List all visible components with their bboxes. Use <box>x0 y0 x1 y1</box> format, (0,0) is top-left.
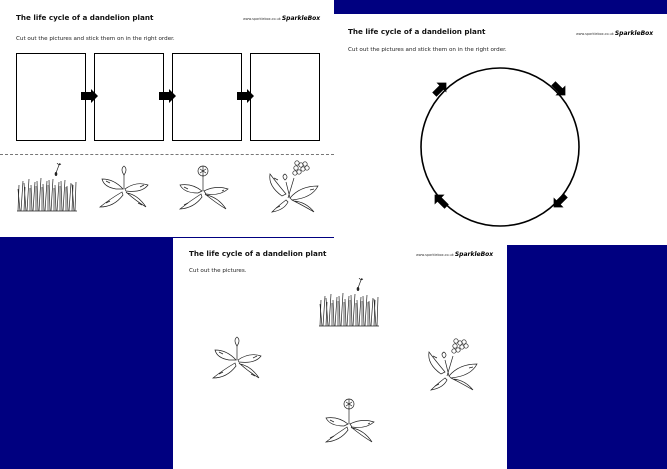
arrow-cycle-icon <box>549 190 571 212</box>
sequence-box-2[interactable] <box>94 53 164 141</box>
sequence-box-4[interactable] <box>250 53 320 141</box>
brand-logo <box>416 251 493 258</box>
worksheet-cutout <box>173 238 507 469</box>
seed-head-picture[interactable] <box>425 338 487 392</box>
seedling-picture[interactable] <box>96 165 152 211</box>
brand-name: SparkleBox <box>614 30 654 37</box>
seed-head-picture[interactable] <box>266 160 328 214</box>
arrow-right-icon <box>159 89 177 103</box>
arrow-cycle-icon <box>548 78 570 100</box>
cut-line <box>0 154 334 155</box>
worksheet-title: The life cycle of a dandelion plant <box>348 27 486 36</box>
dandelion-flower-picture[interactable] <box>320 396 378 446</box>
worksheet-instruction: Cut out the pictures and stick them on in the right order. <box>16 36 175 42</box>
worksheet-instruction: Cut out the pictures. <box>189 268 247 274</box>
worksheet-title: The life cycle of a dandelion plant <box>16 13 154 22</box>
brand-logo <box>576 30 653 37</box>
brand-logo <box>243 15 320 22</box>
worksheet-sequence <box>0 0 334 237</box>
arrow-cycle-icon <box>430 190 452 212</box>
worksheet-title: The life cycle of a dandelion plant <box>189 249 327 258</box>
arrow-right-icon <box>81 89 99 103</box>
sequence-box-3[interactable] <box>172 53 242 141</box>
arrow-right-icon <box>237 89 255 103</box>
seed-in-grass-picture[interactable] <box>318 278 380 328</box>
brand-url: www.sparklebox.co.uk <box>416 253 454 257</box>
brand-url: www.sparklebox.co.uk <box>576 32 614 36</box>
life-cycle-circle <box>414 61 586 233</box>
worksheet-instruction: Cut out the pictures and stick them on in the right order. <box>348 47 507 53</box>
worksheet-cycle <box>334 14 667 245</box>
seedling-picture[interactable] <box>209 336 265 382</box>
dandelion-flower-picture[interactable] <box>174 163 232 213</box>
brand-name: SparkleBox <box>454 251 494 258</box>
seed-in-grass-picture[interactable] <box>16 163 78 213</box>
sequence-box-1[interactable] <box>16 53 86 141</box>
brand-url: www.sparklebox.co.uk <box>243 17 281 21</box>
brand-name: SparkleBox <box>281 15 321 22</box>
